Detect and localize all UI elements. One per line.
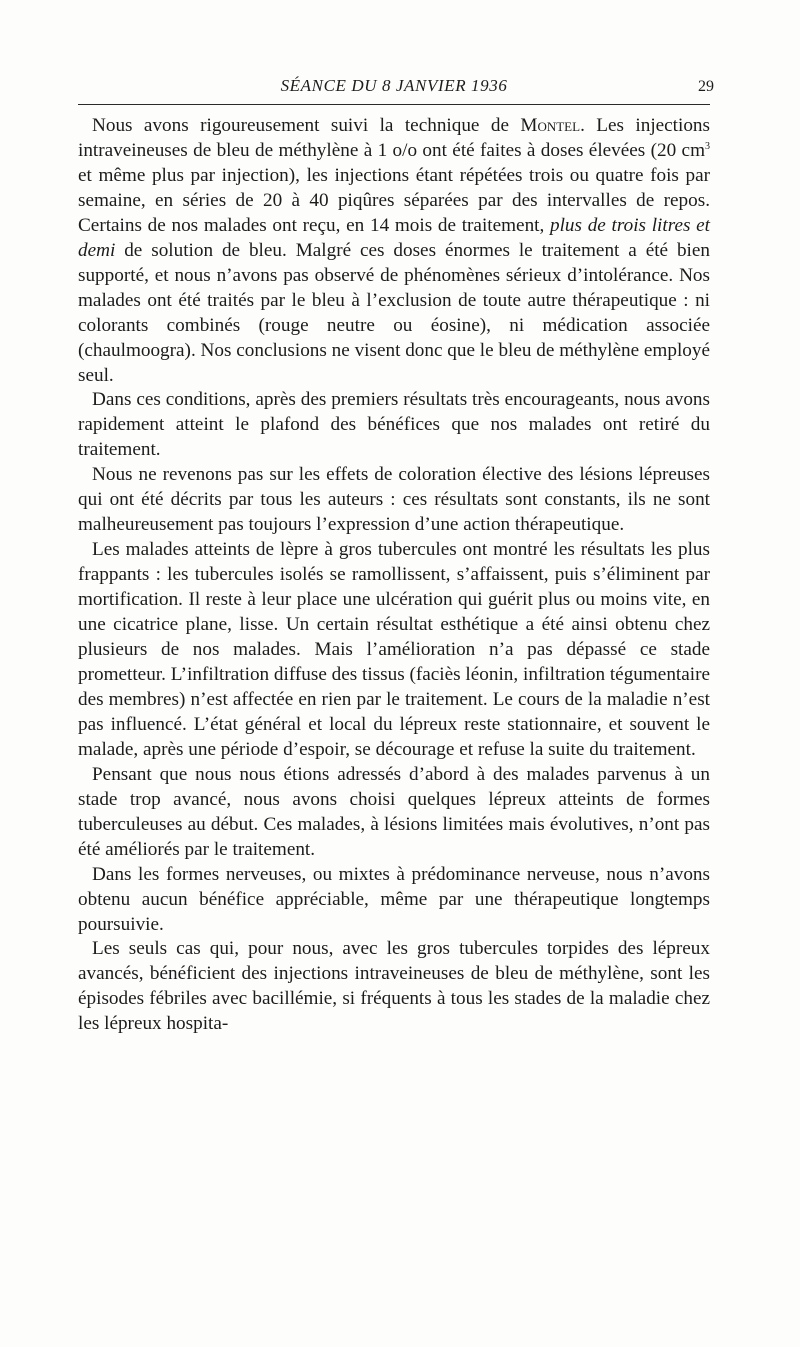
paragraph-6: Dans les formes nerveuses, ou mixtes à prédominance nerveuse, nous n’avons obtenu aucun bénéfice appréciable, même par une thérapeutique longtemps poursuivie. [78,863,710,935]
superscript-cube: 3 [705,140,710,152]
paragraph-4: Les malades atteints de lèpre à gros tubercules ont montré les résultats les plus frappants : les tubercules isolés se ramollissent, s’affaissent, puis s’éliminent par mortification. Il reste à leur place une ulcération qui guérit plus ou moins vite, en une cicatrice plane, lisse. Un certain résultat esthétique a été ainsi obtenu chez plusieurs de nos malades. Mais l’amélioration n’a pas dépassé ce stade prometteur. L’infiltration diffuse des tissus (faciès léonin, infiltration tégumentaire des membres) n’est affectée en rien par le traitement. Le cours de la maladie n’est pas influencé. L’état général et local du lépreux reste stationnaire, et souvent le malade, après une période d’espoir, se décourage et refuse la suite du traitement. [78,539,710,760]
paragraph-1: Nous avons rigoureusement suivi la technique de Montel. Les injections intraveineuses de bleu de méthylène à 1 o/o ont été faites à doses élevées (20 $cm^3$ et même plus par injection), les injections étant répétées trois ou quatre fois par semaine, en séries de 20 à 40 piqûres séparées par des intervalles de repos. Certains de nos malades ont reçu, en 14 mois de traitement, plus de trois litres et demi de solution de bleu. Malgré ces doses énormes le traitement a été bien supporté, et nous n’avons pas observé de phénomènes sérieux d’intolérance. Nos malades ont été traités par le bleu à l’exclusion de toute autre thérapeutique : ni colorants combinés (rouge neutre ou éosine), ni médication associée (chaulmoogra). Nos conclusions ne visent donc que le bleu de méthylène employé seul. [78,115,710,386]
paragraph-7: Les seuls cas qui, pour nous, avec les gros tubercules torpides des lépreux avancés, bénéficient des injections intraveineuses de bleu de méthylène, sont les épisodes fébriles avec bacillémie, si fréquents à tous les stades de la maladie chez les lépreux hospita- [78,938,710,1035]
running-header [78,72,714,104]
running-title: SÉANCE DU 8 JANVIER 1936 [280,76,508,95]
emphasis-dose: plus de trois litres et demi [78,214,710,261]
paragraph-5: Pensant que nous nous étions adressés d’abord à des malades parvenus à un stade trop avancé, nous avons choisi quelques lépreux atteints de formes tuberculeuses au début. Ces malades, à lésions limitées mais évolutives, n’ont pas été améliorés par le traitement. [78,763,710,860]
paragraph-3: Nous ne revenons pas sur les effets de coloration élective des lésions lépreuses qui ont été décrits par tous les auteurs : ces résultats sont constants, ils ne sont malheureusement pas toujours l’expression d’une action thérapeutique. [78,464,710,536]
header-rule [78,104,710,105]
page-number: 29 [698,78,714,95]
author-name-montel: Montel [520,115,581,136]
paragraph-2: Dans ces conditions, après des premiers résultats très encourageants, nous avons rapidement atteint le plafond des bénéfices que nos malades ont retiré du traitement. [78,389,710,461]
body-text [78,114,710,1037]
